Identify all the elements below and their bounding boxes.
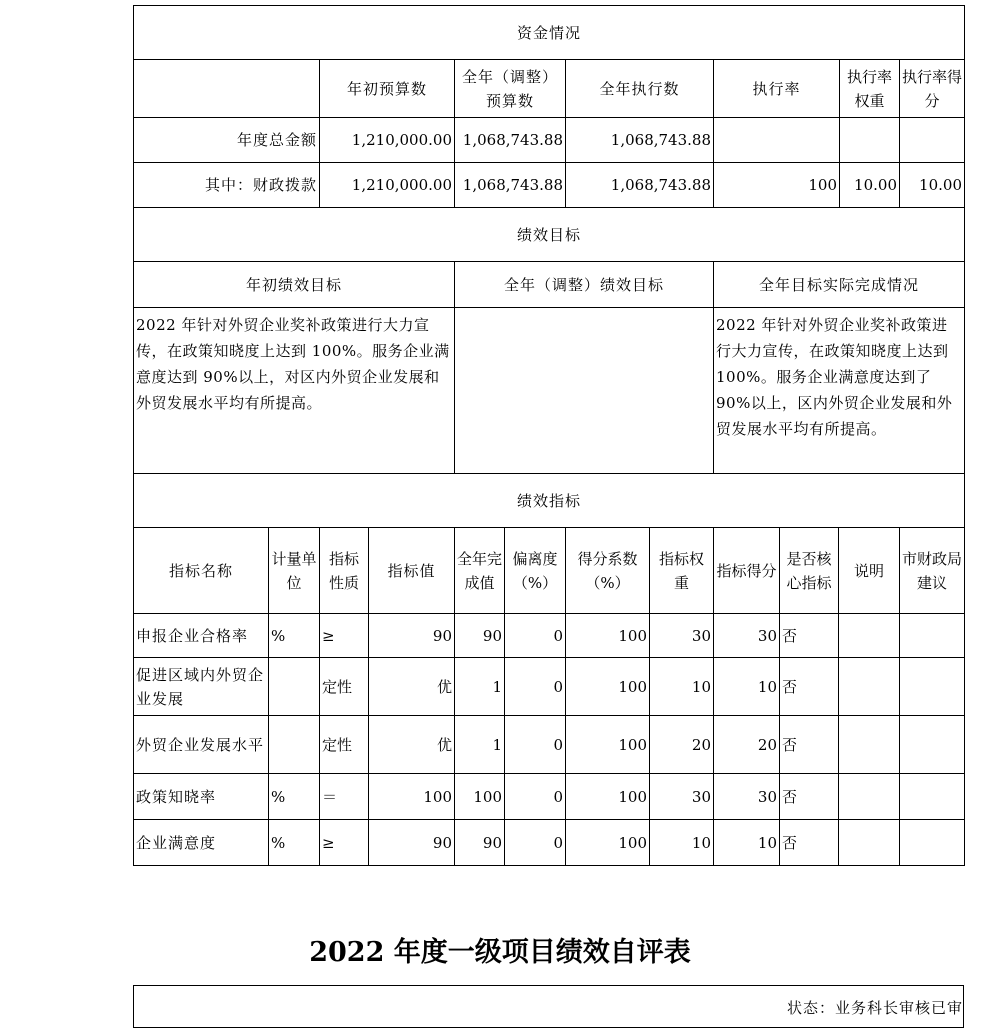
ind-unit: %: [269, 774, 320, 820]
funds-row-fiscal: [134, 163, 965, 208]
funds-row-label: 年度总金额: [134, 118, 320, 163]
funds-header-rate: 执行率: [714, 60, 840, 118]
funds-header-score: 执行率得分: [900, 60, 965, 118]
ind-coef: 100: [566, 658, 650, 716]
funds-score-value: 10.00: [900, 163, 965, 208]
goals-header-initial: 年初绩效目标: [134, 262, 455, 308]
ind-suggest: [900, 774, 965, 820]
ind-score: 10: [714, 658, 780, 716]
indicators-section-title: 绩效指标: [134, 474, 965, 528]
ind-note: [839, 774, 900, 820]
funds-budget-value: 1,210,000.00: [320, 163, 455, 208]
funds-rate-value: 100: [714, 163, 840, 208]
ind-header-suggest: 市财政局建议: [900, 528, 965, 614]
ind-name: 促进区域内外贸企业发展: [134, 658, 269, 716]
ind-target: 优: [369, 716, 455, 774]
ind-suggest: [900, 614, 965, 658]
ind-score: 30: [714, 614, 780, 658]
ind-header-name: 指标名称: [134, 528, 269, 614]
funds-header-blank: [134, 60, 320, 118]
ind-weight: 20: [650, 716, 714, 774]
page-title: 2022 年度一级项目绩效自评表: [309, 937, 691, 968]
ind-nature: ≥: [320, 614, 369, 658]
funds-goals-table: [133, 5, 965, 474]
ind-unit: [269, 716, 320, 774]
ind-core: 否: [780, 658, 839, 716]
ind-deviation: 0: [505, 716, 566, 774]
ind-coef: 100: [566, 614, 650, 658]
goals-header-actual: 全年目标实际完成情况: [714, 262, 965, 308]
ind-nature: 定性: [320, 658, 369, 716]
funds-weight-value: 10.00: [840, 163, 900, 208]
ind-coef: 100: [566, 774, 650, 820]
ind-deviation: 0: [505, 774, 566, 820]
ind-header-target: 指标值: [369, 528, 455, 614]
ind-deviation: 0: [505, 614, 566, 658]
ind-weight: 30: [650, 614, 714, 658]
ind-note: [839, 820, 900, 866]
ind-target: 100: [369, 774, 455, 820]
ind-header-note: 说明: [839, 528, 900, 614]
ind-actual: 100: [455, 774, 505, 820]
ind-core: 否: [780, 774, 839, 820]
funds-rate-value: [714, 118, 840, 163]
ind-coef: 100: [566, 820, 650, 866]
goals-initial-text: 2022 年针对外贸企业奖补政策进行大力宣传，在政策知晓度上达到 100%。服务企业满意度达到 90%以上，对区内外贸企业发展和外贸发展水平均有所提高。: [134, 308, 455, 474]
goals-section-title: 绩效目标: [134, 208, 965, 262]
ind-header-nature: 指标性质: [320, 528, 369, 614]
funds-budget-value: 1,210,000.00: [320, 118, 455, 163]
ind-score: 30: [714, 774, 780, 820]
ind-target: 优: [369, 658, 455, 716]
ind-actual: 90: [455, 820, 505, 866]
funds-header-budget: 年初预算数: [320, 60, 455, 118]
funds-header-executed: 全年执行数: [566, 60, 714, 118]
ind-score: 10: [714, 820, 780, 866]
status-text: 状态：业务科长审核已审: [786, 999, 963, 1017]
ind-core: 否: [780, 820, 839, 866]
ind-core: 否: [780, 716, 839, 774]
ind-note: [839, 614, 900, 658]
ind-unit: %: [269, 614, 320, 658]
funds-row-label: 其中：财政拨款: [134, 163, 320, 208]
ind-header-score: 指标得分: [714, 528, 780, 614]
ind-name: 政策知晓率: [134, 774, 269, 820]
ind-score: 20: [714, 716, 780, 774]
ind-unit: %: [269, 820, 320, 866]
ind-core: 否: [780, 614, 839, 658]
ind-name: 外贸企业发展水平: [134, 716, 269, 774]
ind-actual: 90: [455, 614, 505, 658]
table-row: [134, 658, 965, 716]
ind-header-weight: 指标权重: [650, 528, 714, 614]
funds-executed-value: 1,068,743.88: [566, 118, 714, 163]
ind-target: 90: [369, 614, 455, 658]
table-row: [134, 820, 965, 866]
ind-note: [839, 658, 900, 716]
funds-header-weight: 执行率权重: [840, 60, 900, 118]
table-row: [134, 614, 965, 658]
table-row: [134, 716, 965, 774]
funds-section-title: 资金情况: [134, 6, 965, 60]
ind-name: 申报企业合格率: [134, 614, 269, 658]
ind-nature: ≥: [320, 820, 369, 866]
ind-suggest: [900, 820, 965, 866]
goals-adjusted-text: [455, 308, 714, 474]
ind-header-deviation: 偏离度（%）: [505, 528, 566, 614]
funds-header-adjusted: 全年（调整）预算数: [455, 60, 566, 118]
table-row: [134, 774, 965, 820]
ind-nature: 定性: [320, 716, 369, 774]
funds-row-total: [134, 118, 965, 163]
status-bar: [133, 985, 964, 1028]
goals-header-adjusted: 全年（调整）绩效目标: [455, 262, 714, 308]
ind-header-actual: 全年完成值: [455, 528, 505, 614]
ind-unit: [269, 658, 320, 716]
ind-deviation: 0: [505, 820, 566, 866]
funds-adjusted-value: 1,068,743.88: [455, 163, 566, 208]
funds-adjusted-value: 1,068,743.88: [455, 118, 566, 163]
ind-suggest: [900, 658, 965, 716]
ind-target: 90: [369, 820, 455, 866]
ind-note: [839, 716, 900, 774]
ind-header-coef: 得分系数（%）: [566, 528, 650, 614]
ind-suggest: [900, 716, 965, 774]
ind-weight: 30: [650, 774, 714, 820]
ind-header-core: 是否核心指标: [780, 528, 839, 614]
ind-weight: 10: [650, 820, 714, 866]
ind-actual: 1: [455, 658, 505, 716]
funds-score-value: [900, 118, 965, 163]
goals-actual-text: 2022 年针对外贸企业奖补政策进行大力宣传，在政策知晓度上达到 100%。服务企业满意度达到了 90%以上，区内外贸企业发展和外贸发展水平均有所提高。: [714, 308, 965, 474]
ind-weight: 10: [650, 658, 714, 716]
funds-executed-value: 1,068,743.88: [566, 163, 714, 208]
ind-actual: 1: [455, 716, 505, 774]
ind-deviation: 0: [505, 658, 566, 716]
funds-weight-value: [840, 118, 900, 163]
ind-header-unit: 计量单位: [269, 528, 320, 614]
indicators-header-row: [134, 528, 965, 614]
ind-name: 企业满意度: [134, 820, 269, 866]
ind-coef: 100: [566, 716, 650, 774]
indicators-table: [133, 473, 965, 866]
ind-nature: ＝: [320, 774, 369, 820]
